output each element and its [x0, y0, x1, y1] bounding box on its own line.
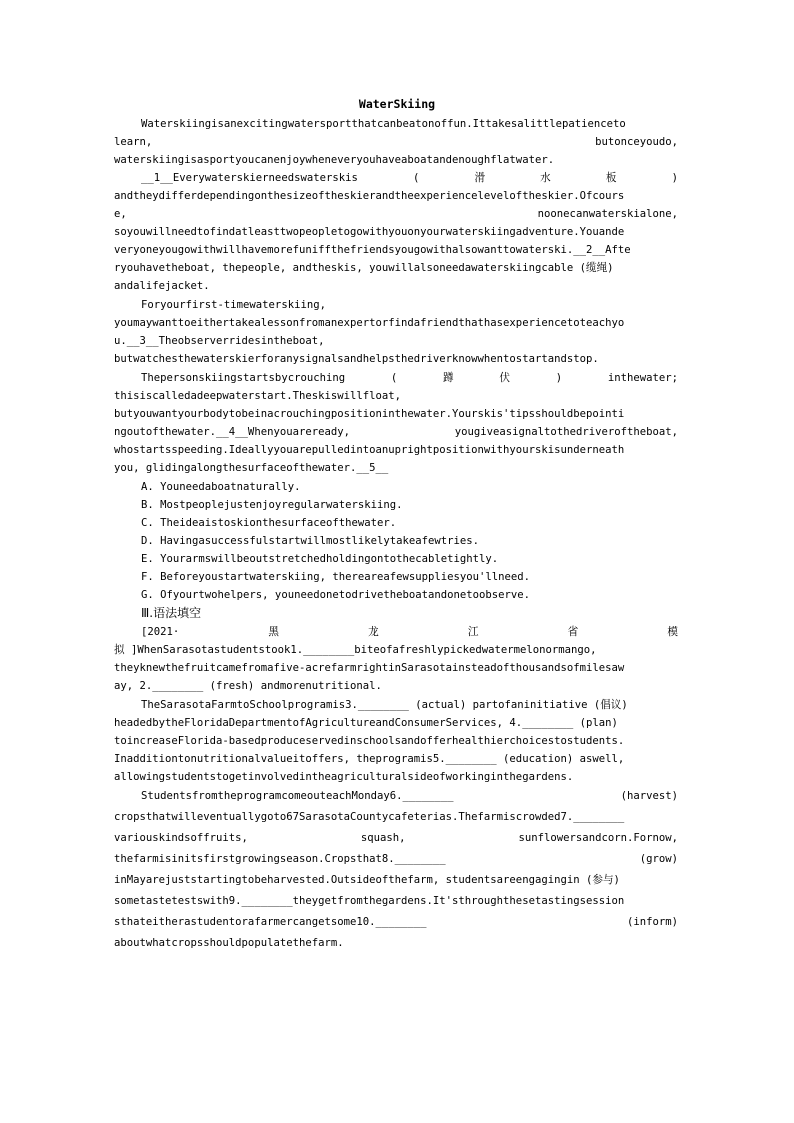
option-g: G. Ofyourtwohelpers, youneedonetodrivetheboatandonetoobserve.	[141, 589, 531, 601]
passage1-line: soyouwillneedtofindatleasttwopeopletogowithyouonyourwaterskiingadventure.Youande	[114, 226, 625, 238]
passage1-line: Thepersonskiingstartsbycrouching ( 蹲 伏 ) inthewater;	[141, 372, 678, 384]
passage2-line: cropsthatwilleventuallygoto67SarasotaCountycafeterias.Thefarmiscrowded7.________	[114, 811, 625, 823]
passage1-line: veryoneyougowithwillhavemorefuniffthefriendsyougowithalsowanttowaterski.__2__Afte	[114, 244, 631, 256]
section-heading: Ⅲ.语法填空	[141, 606, 202, 620]
passage2-line: Inadditiontonutritionalvalueitoffers, theprogramis5.________ (education) aswell,	[114, 753, 625, 765]
passage2-line: allowingstudentstogetinvolvedintheagriculturalsideofworkinginthegardens.	[114, 771, 574, 783]
passage1-line: ryouhavetheboat, thepeople, andtheskis, youwillalsoneedawaterskiingcable (缆绳)	[114, 262, 614, 274]
passage1-line: whostartsspeeding.Ideallyyouarepulledintoanuprightpositionwithyourskisunderneath	[114, 444, 625, 456]
passage1-line: learn, butonceyoudo,	[114, 136, 678, 148]
passage2-line: aboutwhatcropsshouldpopulatethefarm.	[114, 937, 344, 949]
option-e: E. Yourarmswillbeoutstretchedholdingontothecabletightly.	[141, 553, 499, 565]
option-f: F. Beforeyoustartwaterskiing, thereareafewsuppliesyou'llneed.	[141, 571, 531, 583]
passage1-line: u.__3__Theobserverridesintheboat,	[114, 335, 325, 347]
passage1-line: waterskiingisasportyoucanenjoywheneveryouhaveaboatandenoughflatwater.	[114, 154, 555, 166]
passage2-line: sthateitherastudentorafarmercangetsome10.________ (inform)	[114, 916, 678, 928]
passage1-line: __1__Everywaterskierneedswaterskis ( 滑 水 板 )	[141, 172, 678, 184]
passage-title: WaterSkiing	[358, 97, 436, 111]
option-c: C. Theideaistoskionthesurfaceofthewater.	[141, 517, 397, 529]
passage1-line: andalifejacket.	[114, 280, 210, 292]
passage2-line: 拟 ]WhenSarasotastudentstook1.________biteofafreshlypickedwatermelonormango,	[114, 644, 597, 656]
option-a: A. Youneedaboatnaturally.	[141, 481, 301, 493]
passage2-line: thefarmisinitsfirstgrowingseason.Cropsthat8.________ (grow)	[114, 853, 678, 865]
passage1-line: you, glidingalongthesurfaceofthewater.__5__	[114, 462, 389, 474]
passage2-line: StudentsfromtheprogramcomeouteachMonday6.________ (harvest)	[141, 790, 678, 802]
passage1-line: andtheydifferdependingonthesizeoftheskierandtheexperienceleveloftheskier.Ofcours	[114, 190, 625, 202]
option-d: D. Havingasuccessfulstartwillmostlikelytakeafewtries.	[141, 535, 480, 547]
passage1-line: thisiscalledadeepwaterstart.Theskiswillfloat,	[114, 390, 402, 402]
passage2-line: [2021· 黑 龙 江 省 模	[141, 626, 678, 638]
passage2-line: sometastetestswith9.________theygetfromthegardens.It'sthroughthesetastingsession	[114, 895, 625, 907]
passage1-line: Foryourfirst-timewaterskiing,	[141, 299, 326, 311]
passage2-line: TheSarasotaFarmtoSchoolprogramis3.________ (actual) partofaninitiative (倡议)	[141, 699, 628, 711]
passage1-line: butwatchesthewaterskierforanysignalsandhelpsthedriverknowwhentostartandstop.	[114, 353, 599, 365]
passage1-line: butyouwantyourbodytobeinacrouchingpositioninthewater.Yourskis'tipsshouldbepointi	[114, 408, 625, 420]
passage2-line: headedbytheFloridaDepartmentofAgricultureandConsumerServices, 4.________ (plan)	[114, 717, 618, 729]
passage2-line: toincreaseFlorida-basedproduceservedinschoolsandofferhealthierchoicestostudents.	[114, 735, 625, 747]
passage1-line: e, noonecanwaterskialone,	[114, 208, 678, 220]
passage2-line: theyknewthefruitcamefromafive-acrefarmrightinSarasotainsteadofthousandsofmilesaw	[114, 662, 625, 674]
passage1-line: ngoutofthewater.__4__Whenyouareready, yougiveasignaltothedriveroftheboat,	[114, 426, 678, 438]
passage2-line: inMayarejuststartingtobeharvested.Outsideofthefarm, studentsareengagingin (参与)	[114, 874, 620, 886]
option-b: B. Mostpeoplejustenjoyregularwaterskiing.	[141, 499, 403, 511]
passage1-line: Waterskiingisanexcitingwatersportthatcanbeatonoffun.Ittakesalittlepatienceto	[141, 118, 626, 130]
passage2-line: variouskindsoffruits, squash, sunflowersandcorn.Fornow,	[114, 832, 678, 844]
passage2-line: ay, 2.________ (fresh) andmorenutritional.	[114, 680, 382, 692]
passage1-line: youmaywanttoeithertakealessonfromanexpertorfindafriendthathasexperiencetoteachyo	[114, 317, 625, 329]
